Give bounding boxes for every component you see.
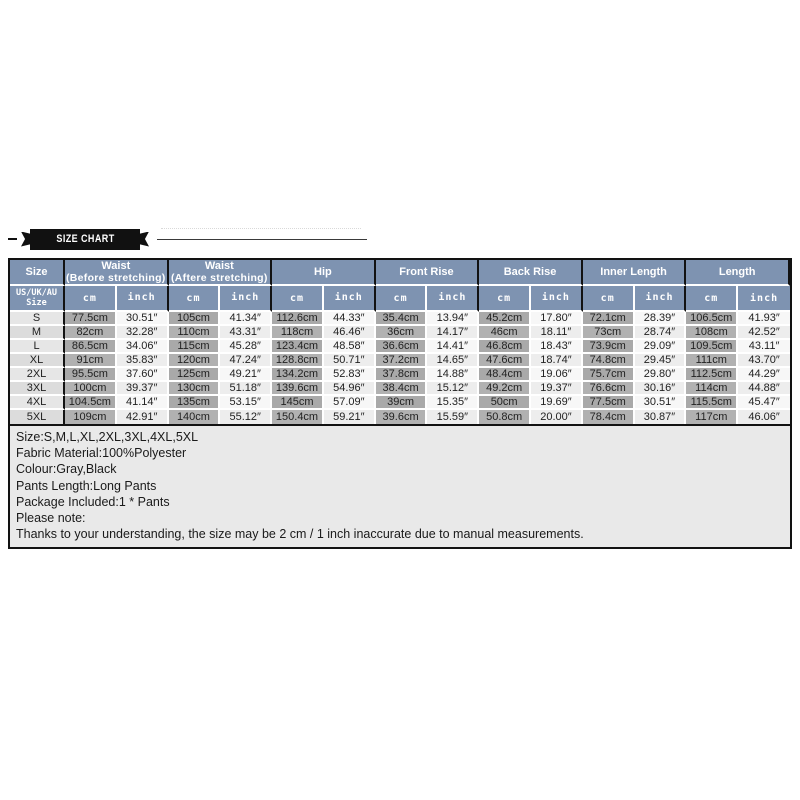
inch-value-cell: 57.09″ xyxy=(324,396,376,410)
inch-value-cell: 18.11″ xyxy=(531,326,583,340)
cm-value-cell: 36.6cm xyxy=(376,340,428,354)
cm-value-cell: 139.6cm xyxy=(272,382,324,396)
inch-value-cell: 41.93″ xyxy=(738,312,790,326)
cm-value-cell: 108cm xyxy=(686,326,738,340)
unit-inch-header: inch xyxy=(117,286,169,312)
group-label: Waist xyxy=(101,260,131,272)
inch-value-cell: 15.12″ xyxy=(427,382,479,396)
cm-value-cell: 74.8cm xyxy=(583,354,635,368)
inch-value-cell: 43.70″ xyxy=(738,354,790,368)
cm-value-cell: 47.6cm xyxy=(479,354,531,368)
cm-value-cell: 48.4cm xyxy=(479,368,531,382)
cm-value-cell: 123.4cm xyxy=(272,340,324,354)
group-sublabel: (Before stretching) xyxy=(65,272,166,284)
inch-value-cell: 44.33″ xyxy=(324,312,376,326)
cm-value-cell: 75.7cm xyxy=(583,368,635,382)
table-row xyxy=(10,340,790,354)
inch-value-cell: 47.24″ xyxy=(220,354,272,368)
unit-cm-header: cm xyxy=(686,286,738,312)
cm-value-cell: 109cm xyxy=(65,410,117,424)
cm-value-cell: 46cm xyxy=(479,326,531,340)
inch-value-cell: 52.83″ xyxy=(324,368,376,382)
inch-value-cell: 18.43″ xyxy=(531,340,583,354)
cm-value-cell: 104.5cm xyxy=(65,396,117,410)
group-header-waist-before xyxy=(65,260,169,286)
cm-value-cell: 36cm xyxy=(376,326,428,340)
banner-left-dash xyxy=(8,238,17,240)
size-table-body xyxy=(10,312,790,424)
cm-value-cell: 39.6cm xyxy=(376,410,428,424)
note-package: Package Included:1 * Pants xyxy=(16,494,170,509)
inch-value-cell: 30.51″ xyxy=(117,312,169,326)
inch-value-cell: 37.60″ xyxy=(117,368,169,382)
unit-inch-header: inch xyxy=(220,286,272,312)
inch-value-cell: 20.00″ xyxy=(531,410,583,424)
unit-inch-header: inch xyxy=(531,286,583,312)
size-cell: 3XL xyxy=(10,382,65,396)
note-please: Please note: xyxy=(16,511,86,526)
group-label: Length xyxy=(718,266,756,278)
unit-inch-header: inch xyxy=(738,286,790,312)
table-row xyxy=(10,326,790,340)
inch-value-cell: 32.28″ xyxy=(117,326,169,340)
ribbon-left-fold-icon xyxy=(21,232,30,247)
unit-cm-header: cm xyxy=(272,286,324,312)
inch-value-cell: 30.87″ xyxy=(635,410,687,424)
cm-value-cell: 111cm xyxy=(686,354,738,368)
cm-value-cell: 112.5cm xyxy=(686,368,738,382)
cm-value-cell: 115.5cm xyxy=(686,396,738,410)
cm-value-cell: 150.4cm xyxy=(272,410,324,424)
group-header-front-rise xyxy=(376,260,480,286)
group-header-hip xyxy=(272,260,376,286)
cm-value-cell: 115cm xyxy=(169,340,221,354)
inch-value-cell: 55.12″ xyxy=(220,410,272,424)
size-cell: L xyxy=(10,340,65,354)
unit-inch-header: inch xyxy=(635,286,687,312)
cm-value-cell: 39cm xyxy=(376,396,428,410)
inch-value-cell: 19.37″ xyxy=(531,382,583,396)
table-row xyxy=(10,312,790,326)
inch-value-cell: 42.91″ xyxy=(117,410,169,424)
cm-value-cell: 140cm xyxy=(169,410,221,424)
inch-value-cell: 14.17″ xyxy=(427,326,479,340)
inch-value-cell: 41.34″ xyxy=(220,312,272,326)
size-subheader-line2: Size xyxy=(26,298,47,308)
table-row xyxy=(10,396,790,410)
cm-value-cell: 49.2cm xyxy=(479,382,531,396)
table-row xyxy=(10,368,790,382)
inch-value-cell: 17.80″ xyxy=(531,312,583,326)
banner-divider-lines xyxy=(157,228,367,250)
inch-value-cell: 46.06″ xyxy=(738,410,790,424)
inch-value-cell: 15.35″ xyxy=(427,396,479,410)
inch-value-cell: 29.80″ xyxy=(635,368,687,382)
inch-value-cell: 42.52″ xyxy=(738,326,790,340)
banner xyxy=(8,228,367,250)
cm-value-cell: 145cm xyxy=(272,396,324,410)
size-column-header: Size xyxy=(10,260,65,286)
cm-value-cell: 130cm xyxy=(169,382,221,396)
size-cell: S xyxy=(10,312,65,326)
cm-value-cell: 105cm xyxy=(169,312,221,326)
group-label: Front Rise xyxy=(399,266,454,278)
group-header-waist-after xyxy=(169,260,273,286)
size-chart-sheet xyxy=(8,258,792,549)
cm-value-cell: 72.1cm xyxy=(583,312,635,326)
size-cell: 5XL xyxy=(10,410,65,424)
cm-value-cell: 109.5cm xyxy=(686,340,738,354)
cm-value-cell: 135cm xyxy=(169,396,221,410)
cm-value-cell: 35.4cm xyxy=(376,312,428,326)
inch-value-cell: 30.16″ xyxy=(635,382,687,396)
inch-value-cell: 54.96″ xyxy=(324,382,376,396)
inch-value-cell: 46.46″ xyxy=(324,326,376,340)
group-header-length xyxy=(686,260,790,286)
cm-value-cell: 95.5cm xyxy=(65,368,117,382)
unit-cm-header: cm xyxy=(169,286,221,312)
cm-value-cell: 91cm xyxy=(65,354,117,368)
table-row xyxy=(10,354,790,368)
cm-value-cell: 120cm xyxy=(169,354,221,368)
cm-value-cell: 77.5cm xyxy=(65,312,117,326)
cm-value-cell: 50cm xyxy=(479,396,531,410)
inch-value-cell: 15.59″ xyxy=(427,410,479,424)
table-row xyxy=(10,382,790,396)
inch-value-cell: 28.39″ xyxy=(635,312,687,326)
cm-value-cell: 73cm xyxy=(583,326,635,340)
inch-value-cell: 53.15″ xyxy=(220,396,272,410)
banner-title: SIZE CHART xyxy=(55,233,115,245)
cm-value-cell: 114cm xyxy=(686,382,738,396)
group-header-inner-length xyxy=(583,260,687,286)
inch-value-cell: 29.45″ xyxy=(635,354,687,368)
inch-value-cell: 45.28″ xyxy=(220,340,272,354)
inch-value-cell: 14.88″ xyxy=(427,368,479,382)
note-size: Size:S,M,L,XL,2XL,3XL,4XL,5XL xyxy=(16,430,199,444)
group-label: Waist xyxy=(204,260,234,272)
cm-value-cell: 38.4cm xyxy=(376,382,428,396)
note-fabric: Fabric Material:100%Polyester xyxy=(16,446,187,461)
note-pants-length: Pants Length:Long Pants xyxy=(16,478,157,493)
group-label: Inner Length xyxy=(600,266,667,278)
size-cell: 2XL xyxy=(10,368,65,382)
note-disclaimer: Thanks to your understanding, the size may be 2 cm / 1 inch inaccurate due to manual measurements. xyxy=(16,527,584,542)
cm-value-cell: 46.8cm xyxy=(479,340,531,354)
size-chart-ribbon xyxy=(30,229,140,250)
inch-value-cell: 59.21″ xyxy=(324,410,376,424)
inch-value-cell: 28.74″ xyxy=(635,326,687,340)
unit-header-row xyxy=(10,286,790,312)
inch-value-cell: 34.06″ xyxy=(117,340,169,354)
cm-value-cell: 110cm xyxy=(169,326,221,340)
inch-value-cell: 19.69″ xyxy=(531,396,583,410)
group-sublabel: (Aftere stretching) xyxy=(170,272,268,284)
cm-value-cell: 37.2cm xyxy=(376,354,428,368)
cm-value-cell: 117cm xyxy=(686,410,738,424)
size-subheader-line1: US/UK/AU xyxy=(16,288,57,298)
inch-value-cell: 35.83″ xyxy=(117,354,169,368)
size-cell: XL xyxy=(10,354,65,368)
cm-value-cell: 45.2cm xyxy=(479,312,531,326)
unit-inch-header: inch xyxy=(324,286,376,312)
inch-value-cell: 41.14″ xyxy=(117,396,169,410)
ribbon-right-fold-icon xyxy=(140,232,149,247)
inch-value-cell: 51.18″ xyxy=(220,382,272,396)
cm-value-cell: 78.4cm xyxy=(583,410,635,424)
note-colour: Colour:Gray,Black xyxy=(16,462,117,477)
cm-value-cell: 125cm xyxy=(169,368,221,382)
cm-value-cell: 134.2cm xyxy=(272,368,324,382)
inch-value-cell: 44.88″ xyxy=(738,382,790,396)
inch-value-cell: 39.37″ xyxy=(117,382,169,396)
product-notes xyxy=(8,426,792,549)
cm-value-cell: 106.5cm xyxy=(686,312,738,326)
cm-value-cell: 86.5cm xyxy=(65,340,117,354)
unit-cm-header: cm xyxy=(583,286,635,312)
unit-cm-header: cm xyxy=(65,286,117,312)
inch-value-cell: 14.41″ xyxy=(427,340,479,354)
solid-line xyxy=(157,239,367,240)
group-label: Hip xyxy=(314,266,332,278)
unit-inch-header: inch xyxy=(427,286,479,312)
inch-value-cell: 43.11″ xyxy=(738,340,790,354)
group-header-back-rise xyxy=(479,260,583,286)
cm-value-cell: 118cm xyxy=(272,326,324,340)
group-label: Back Rise xyxy=(503,266,557,278)
cm-value-cell: 77.5cm xyxy=(583,396,635,410)
cm-value-cell: 50.8cm xyxy=(479,410,531,424)
group-header-row xyxy=(10,260,790,286)
inch-value-cell: 50.71″ xyxy=(324,354,376,368)
inch-value-cell: 45.47″ xyxy=(738,396,790,410)
cm-value-cell: 82cm xyxy=(65,326,117,340)
cm-value-cell: 100cm xyxy=(65,382,117,396)
inch-value-cell: 44.29″ xyxy=(738,368,790,382)
inch-value-cell: 19.06″ xyxy=(531,368,583,382)
cm-value-cell: 76.6cm xyxy=(583,382,635,396)
table-row xyxy=(10,410,790,424)
inch-value-cell: 49.21″ xyxy=(220,368,272,382)
inch-value-cell: 48.58″ xyxy=(324,340,376,354)
size-cell: M xyxy=(10,326,65,340)
cm-value-cell: 112.6cm xyxy=(272,312,324,326)
cm-value-cell: 128.8cm xyxy=(272,354,324,368)
unit-cm-header: cm xyxy=(376,286,428,312)
inch-value-cell: 43.31″ xyxy=(220,326,272,340)
size-column-subheader xyxy=(10,286,65,312)
dotted-line xyxy=(161,228,361,229)
unit-cm-header: cm xyxy=(479,286,531,312)
size-chart-table xyxy=(8,258,792,426)
inch-value-cell: 14.65″ xyxy=(427,354,479,368)
inch-value-cell: 30.51″ xyxy=(635,396,687,410)
inch-value-cell: 18.74″ xyxy=(531,354,583,368)
cm-value-cell: 37.8cm xyxy=(376,368,428,382)
cm-value-cell: 73.9cm xyxy=(583,340,635,354)
size-cell: 4XL xyxy=(10,396,65,410)
inch-value-cell: 13.94″ xyxy=(427,312,479,326)
inch-value-cell: 29.09″ xyxy=(635,340,687,354)
